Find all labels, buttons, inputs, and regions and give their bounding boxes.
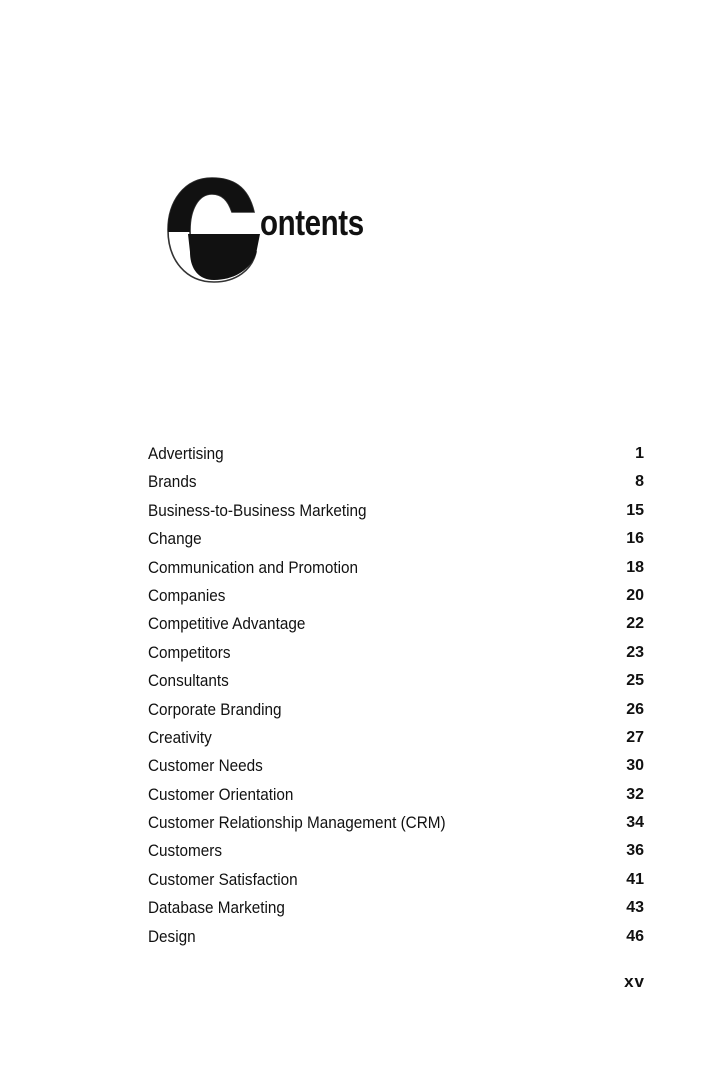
toc-entry-label: Brands [148,472,197,492]
toc-entry-page: 22 [626,615,644,633]
page-number: xv [624,972,645,991]
toc-entry [148,724,644,752]
toc-entry [148,837,644,865]
toc-entry-label: Advertising [148,444,224,463]
toc-entry [148,639,644,667]
toc-entry [148,525,644,553]
toc-entry-label: Companies [148,585,226,605]
toc-entry-label: Change [148,529,202,549]
toc-entry [148,923,644,951]
toc-entry-page: 36 [626,842,644,860]
toc-entry [148,809,644,837]
toc-entry-page: 46 [626,927,644,945]
toc-entry-page: 1 [635,445,644,462]
toc-entry-page: 34 [626,814,644,832]
title-text: ontents [260,202,364,243]
toc-entry-page: 26 [626,700,644,718]
toc-entry [148,582,644,610]
toc-entry-page: 8 [635,473,644,491]
toc-entry-label: Communication and Promotion [148,557,359,577]
toc-entry-label: Customer Needs [148,756,263,776]
toc-entry [148,866,644,894]
toc-entry [148,610,644,638]
toc-entry-label: Creativity [148,727,212,747]
toc-entry-page: 30 [626,757,644,775]
toc-entry [148,440,644,468]
toc-entry-page: 16 [626,530,644,548]
toc-entry-page: 43 [626,899,644,917]
toc-entry-label: Customer Orientation [148,784,294,804]
toc-entry [148,781,644,809]
toc-entry-label: Competitive Advantage [148,614,306,634]
toc-entry-page: 20 [626,586,644,604]
page-title [164,172,424,292]
toc-entry-label: Customers [148,841,222,861]
toc-entry-page: 18 [626,558,644,576]
toc-entry-label: Customer Satisfaction [148,869,298,889]
toc-entry-page: 25 [626,672,644,690]
toc-entry [148,468,644,496]
toc-entry-label: Customer Relationship Management (CRM) [148,813,446,833]
toc-entry [148,667,644,695]
initial-c-graphic [164,172,264,288]
toc-entry [148,752,644,780]
toc-entry [148,894,644,922]
toc-entry-page: 15 [626,501,644,519]
toc-entry-page: 41 [626,870,644,888]
toc-entry-label: Corporate Branding [148,699,282,719]
toc-entry-page: 32 [626,785,644,803]
toc-entry-page: 27 [626,728,644,746]
toc-entry-label: Database Marketing [148,898,285,918]
toc-entry [148,554,644,582]
toc-entry-label: Design [148,926,196,946]
toc-entry-label: Competitors [148,642,231,662]
toc-entry-label: Business-to-Business Marketing [148,500,367,520]
toc-entry-label: Consultants [148,671,229,691]
table-of-contents [148,440,644,951]
toc-entry [148,497,644,525]
toc-entry-page: 23 [626,643,644,661]
toc-entry [148,696,644,724]
